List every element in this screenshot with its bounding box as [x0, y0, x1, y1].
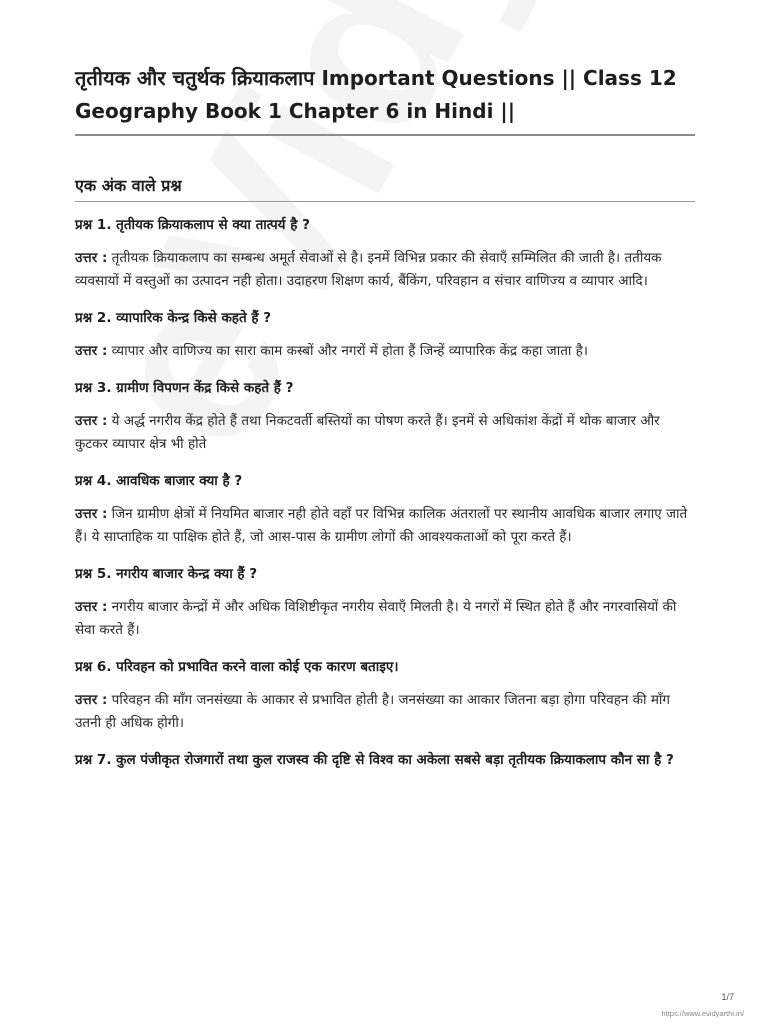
page-content: [75, 62, 695, 782]
answer-text: नगरीय बाजार केन्द्रों में और अधिक विशिष्टीकृत नगरीय सेवाएँ मिलती है। ये नगरों में स्थित होते हैं और नगरवासियों की सेवा करते हैं।: [75, 599, 677, 638]
document-title: तृतीयक और चतुर्थक क्रियाकलाप Important Questions || Class 12 Geography Book 1 Chapter 6 in Hindi ||: [75, 66, 677, 123]
answer-1: [75, 247, 695, 293]
answer-text: ये अर्द्ध नगरीय केंद्र होते हैं तथा निकटवर्ती बस्तियों का पोषण करते हैं। इनमें से अधिकांश केंद्रों में थोक बाजार और कुटकर व्यापार क्षेत्र भी होते: [75, 413, 660, 452]
question-6: प्रश्न 6. परिवहन को प्रभावित करने वाला कोई एक कारण बताइए।: [75, 659, 399, 675]
answer-5: [75, 596, 695, 642]
qa-item-4: [75, 470, 695, 549]
section-divider: [75, 201, 695, 202]
answer-text: व्यापार और वाणिज्य का सारा काम कस्बों और नगरों में होता हैं जिन्हें व्यापारिक केंद्र कहा जाता है।: [111, 343, 588, 359]
answer-label: उत्तर :: [75, 692, 108, 708]
page-number: 1/7: [721, 992, 734, 1002]
question-4: प्रश्न 4. आवधिक बाजार क्या है ?: [75, 473, 243, 489]
question-5: प्रश्न 5. नगरीय बाजार केन्द्र क्या हैं ?: [75, 566, 258, 582]
answer-label: उत्तर :: [75, 343, 108, 359]
answer-label: उत्तर :: [75, 413, 108, 429]
answer-6: [75, 689, 695, 735]
title-divider: [75, 134, 695, 136]
section-heading: एक अंक वाले प्रश्न: [75, 176, 182, 195]
answer-label: उत्तर :: [75, 250, 108, 266]
qa-item-5: [75, 563, 695, 642]
answer-label: उत्तर :: [75, 506, 108, 522]
qa-item-2: [75, 307, 695, 363]
qa-item-7: [75, 749, 695, 771]
answer-text: तृतीयक क्रियाकलाप का सम्बन्ध अमूर्त सेवाओं से है। इनमें विभिन्न प्रकार की सेवाएँ सम्मिलित की जाती है। ततीयक व्यवसायों में वस्तुओं का उत्पादन नही होता। उदाहरण शिक्षण कार्य, बैंकिंग, परिवहान व संचार वाणिज्य व व्यापार आदि।: [75, 250, 662, 289]
answer-3: [75, 410, 695, 456]
answer-text: परिवहन की माँग जनसंख्या के आकार से प्रभावित होती है। जनसंख्या का आकार जितना बड़ा होगा परिवहन की माँग उतनी ही अधिक होगी।: [75, 692, 671, 731]
question-3: प्रश्न 3. ग्रामीण विपणन केंद्र किसे कहते हैं ?: [75, 380, 294, 396]
answer-text: जिन ग्रामीण क्षेत्रों में नियमित बाजार नही होते वहाँ पर विभिन्न कालिक अंतरालों पर स्थानीय आवधिक बाजार लगाए जाते हैं। ये साप्ताहिक या पाक्षिक होते हैं, जो आस-पास के ग्रामीण लोगों की आवश्यकताओं को पूरा करते हैं।: [75, 506, 688, 545]
qa-item-6: [75, 656, 695, 735]
answer-label: उत्तर :: [75, 599, 108, 615]
answer-4: [75, 503, 695, 549]
footer-url[interactable]: https://www.evidyarthi.in/: [661, 1009, 744, 1018]
question-2: प्रश्न 2. व्यापारिक केन्द्र किसे कहते हैं ?: [75, 310, 272, 326]
qa-item-1: [75, 214, 695, 293]
question-1: प्रश्न 1. तृतीयक क्रियाकलाप से क्या तात्पर्य है ?: [75, 217, 310, 233]
question-7: प्रश्न 7. कुल पंजीकृत रोजगारों तथा कुल राजस्व की दृष्टि से विश्व का अकेला सबसे बड़ा तृतीयक क्रियाकलाप कौन सा है ?: [75, 752, 674, 768]
qa-item-3: [75, 377, 695, 456]
answer-2: [75, 340, 695, 363]
